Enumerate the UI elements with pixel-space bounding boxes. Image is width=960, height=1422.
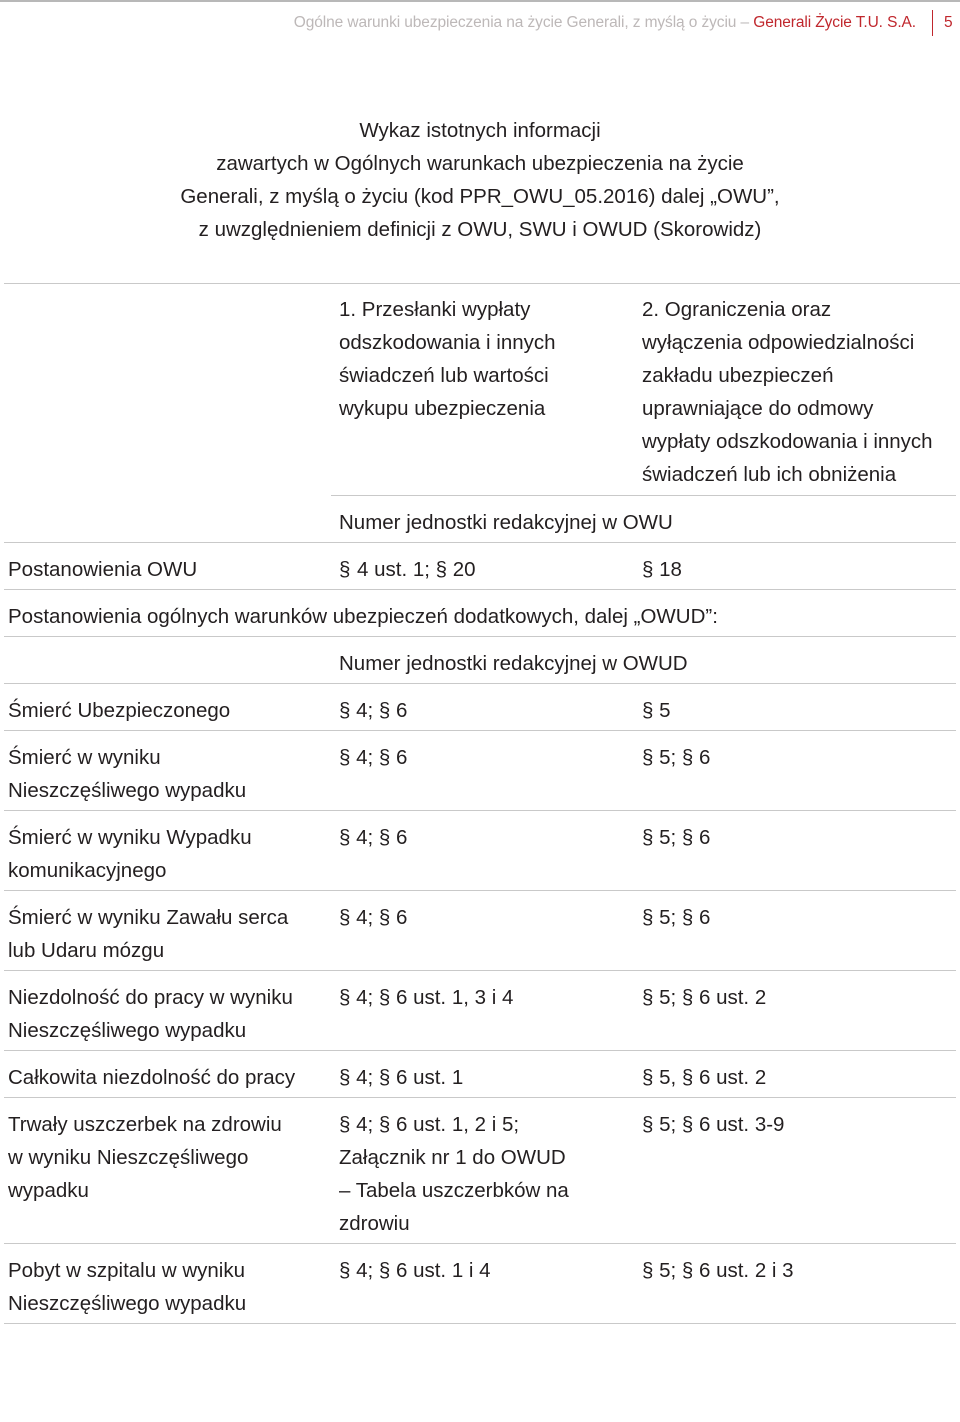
owu-reference	[339, 1061, 463, 1094]
limitations-reference	[642, 981, 766, 1014]
cell-line: § 4; § 6	[339, 826, 408, 849]
cell-line: Nieszczęśliwego wypadku	[8, 1292, 247, 1315]
cell-line: Całkowita niezdolność do pracy	[8, 1066, 296, 1089]
owu-reference	[339, 901, 407, 934]
cell-line: § 5; § 6 ust. 3-9	[642, 1113, 785, 1136]
cell-line: § 4; § 6	[339, 699, 408, 722]
cell-line: § 4; § 6	[339, 906, 408, 929]
owu-unit-row	[0, 496, 960, 542]
cell-line: komunikacyjnego	[8, 859, 167, 882]
cell-line: Śmierć Ubezpieczonego	[8, 699, 231, 722]
row-label: Postanowienia OWU	[8, 558, 198, 581]
cell-line: zdrowiu	[339, 1212, 410, 1235]
table-rule	[4, 1323, 956, 1324]
column-headers	[0, 284, 960, 495]
owu-reference	[339, 694, 407, 727]
cell-line: Pobyt w szpitalu w wyniku	[8, 1259, 245, 1282]
owu-reference	[339, 741, 407, 774]
cell-line: Śmierć w wyniku Zawału serca	[8, 906, 289, 929]
cell-line: Niezdolność do pracy w wyniku	[8, 986, 293, 1009]
cell-line: § 4; § 6	[339, 746, 408, 769]
cell-line: lub Udaru mózgu	[8, 939, 165, 962]
column-header-limitations	[642, 293, 933, 491]
cell-line: § 5; § 6	[642, 826, 711, 849]
header-line: uprawniające do odmowy	[642, 397, 874, 420]
owud-unit-label: Numer jednostki redakcyjnej w OWUD	[339, 652, 688, 675]
table-row	[0, 811, 960, 890]
row-label	[8, 821, 252, 887]
header-line: 1. Przesłanki wypłaty	[339, 298, 531, 321]
cell-line: Śmierć w wyniku	[8, 746, 161, 769]
owud-heading: Postanowienia ogólnych warunków ubezpieczeń dodatkowych, dalej „OWUD”:	[8, 605, 718, 628]
cell-line: § 4; § 6 ust. 1	[339, 1066, 464, 1089]
limitations-reference	[642, 1108, 784, 1141]
page-number: 5	[944, 14, 953, 31]
heading-line: zawartych w Ogólnych warunkach ubezpieczenia na życie	[216, 152, 744, 175]
header-line: świadczeń lub wartości	[339, 364, 549, 387]
running-header	[294, 14, 916, 32]
cell-line: § 4; § 6 ust. 1, 2 i 5;	[339, 1113, 520, 1136]
table-row	[0, 1098, 960, 1243]
cell-line: § 5; § 6	[642, 906, 711, 929]
cell-line: § 5, § 6 ust. 2	[642, 1066, 767, 1089]
header-line: 2. Ograniczenia oraz	[642, 298, 832, 321]
owu-provisions-col3: § 18	[642, 558, 682, 581]
cell-line: w wyniku Nieszczęśliwego	[8, 1146, 249, 1169]
owud-rows	[0, 684, 960, 1324]
heading-line: Generali, z myślą o życiu (kod PPR_OWU_05.2016) dalej „OWU”,	[180, 185, 780, 208]
section-sign: §	[339, 558, 351, 581]
row-label	[8, 1254, 246, 1320]
row-label	[8, 694, 230, 727]
heading-line: z uwzględnieniem definicji z OWU, SWU i OWUD (Skorowidz)	[198, 218, 762, 241]
cell-line: Śmierć w wyniku Wypadku	[8, 826, 252, 849]
cell-line: § 4; § 6 ust. 1, 3 i 4	[339, 986, 514, 1009]
owu-reference	[339, 1254, 491, 1287]
table-row	[0, 891, 960, 970]
table-row	[0, 731, 960, 810]
owud-heading-row	[0, 590, 960, 636]
cell-line: Nieszczęśliwego wypadku	[8, 779, 247, 802]
cell-line: § 5; § 6 ust. 2 i 3	[642, 1259, 794, 1282]
heading-line: Wykaz istotnych informacji	[359, 119, 601, 142]
header-line: świadczeń lub ich obniżenia	[642, 463, 897, 486]
limitations-reference	[642, 821, 710, 854]
document-title: Ogólne warunki ubezpieczenia na życie Generali, z myślą o życiu –	[293, 14, 750, 31]
limitations-reference	[642, 694, 671, 727]
limitations-reference	[642, 1254, 794, 1287]
owu-reference	[339, 1108, 569, 1240]
cell-line: § 5	[642, 699, 671, 722]
row-label	[8, 901, 288, 967]
cell-line: Nieszczęśliwego wypadku	[8, 1019, 247, 1042]
cell-line: – Tabela uszczerbków na	[339, 1179, 569, 1202]
row-label	[8, 741, 246, 807]
owu-reference	[339, 821, 407, 854]
row-label	[8, 1108, 282, 1207]
row-label	[8, 981, 293, 1047]
owu-provisions-col2: § 4 ust. 1; § 20	[339, 553, 476, 586]
header-line: zakładu ubezpieczeń	[642, 364, 834, 387]
cell-line: § 4; § 6 ust. 1 i 4	[339, 1259, 491, 1282]
table-row	[0, 1244, 960, 1323]
top-rule	[0, 0, 960, 2]
index-table	[0, 283, 960, 1324]
page-separator	[932, 10, 933, 36]
document-heading	[0, 114, 960, 246]
cell-line: § 5; § 6	[642, 746, 711, 769]
header-line: odszkodowania i innych	[339, 331, 556, 354]
table-row	[0, 971, 960, 1050]
table-row	[0, 684, 960, 730]
table-row	[0, 543, 960, 589]
cell-line: Załącznik nr 1 do OWUD	[339, 1146, 566, 1169]
brand-name: Generali Życie T.U. S.A.	[753, 14, 916, 31]
table-row	[0, 1051, 960, 1097]
header-line: wypłaty odszkodowania i innych	[642, 430, 933, 453]
cell-line: wypadku	[8, 1179, 89, 1202]
limitations-reference	[642, 901, 710, 934]
owu-reference	[339, 981, 513, 1014]
cell-line: § 5; § 6 ust. 2	[642, 986, 767, 1009]
header-line: wykupu ubezpieczenia	[339, 397, 546, 420]
limitations-reference	[642, 1061, 766, 1094]
owud-unit-row	[0, 637, 960, 683]
owu-unit-label: Numer jednostki redakcyjnej w OWU	[339, 511, 673, 534]
row-label	[8, 1061, 295, 1094]
header-line: wyłączenia odpowiedzialności	[642, 331, 915, 354]
column-header-payout-conditions	[339, 293, 556, 425]
limitations-reference	[642, 741, 710, 774]
cell-line: Trwały uszczerbek na zdrowiu	[8, 1113, 282, 1136]
